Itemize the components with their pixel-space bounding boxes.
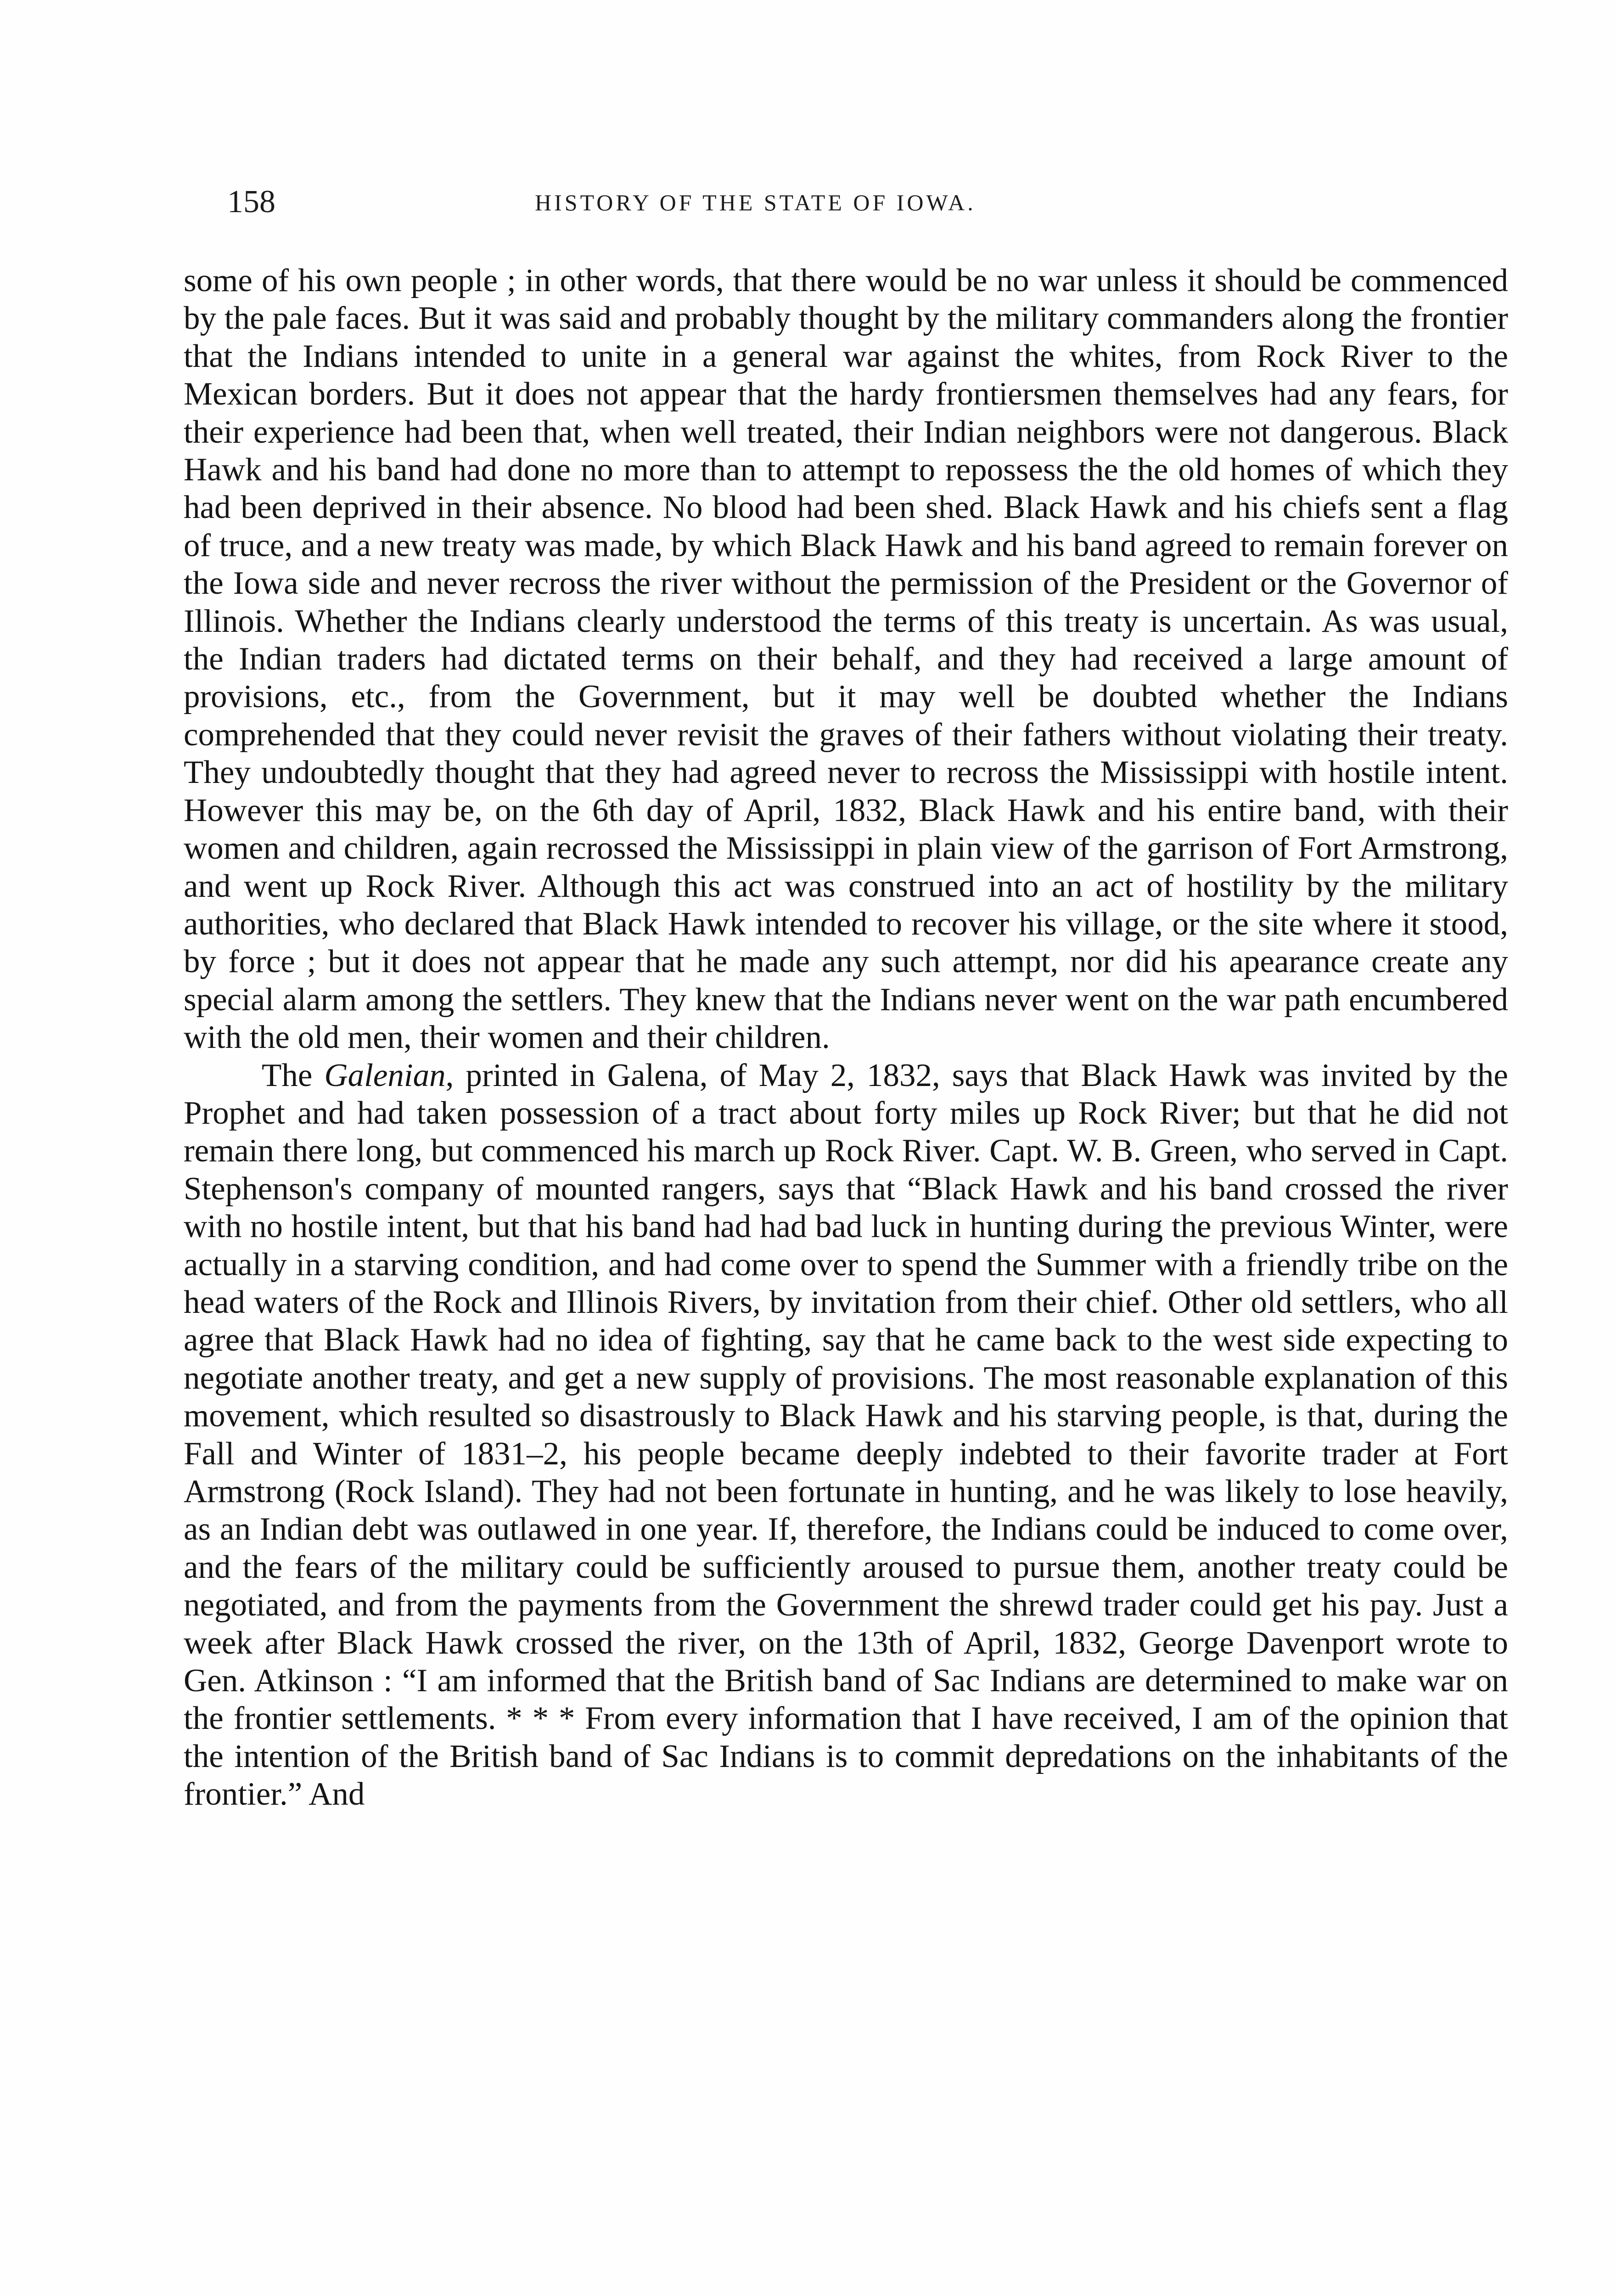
paragraph-galenian (184, 1057, 1508, 1813)
running-title: HISTORY OF THE STATE OF IOWA. (535, 190, 976, 215)
paragraph-lead-word: The (262, 1057, 313, 1093)
paragraph-body: , printed in Galena, of May 2, 1832, says that Black Hawk was invited by the Prophet and had taken possession of a tract about forty miles up Rock River; but that he did not remain there long, but commenced his march up Rock River. Capt. W. B. Green, who served in Capt. Stephenson's company of mounted rangers, says that “Black Hawk and his band crossed the river with no hostile intent, but that his band had had bad luck in hunting during the previous Winter, were actually in a starving condition, and had come over to spend the Summer with a friendly tribe on the head waters of the Rock and Illinois Rivers, by invitation from their chief. Other old settlers, who all agree that Black Hawk had no idea of fighting, say that he came back to the west side expecting to negotiate another treaty, and get a new supply of provisions. The most reasonable explanation of this movement, which resulted so disastrously to Black Hawk and his starving people, is that, during the Fall and Winter of 1831–2, his people became deeply indebted to their favorite trader at Fort Armstrong (Rock Island). They had not been fortunate in hunting, and he was likely to lose heavily, as an Indian debt was outlawed in one year. If, therefore, the Indians could be induced to come over, and the fears of the military could be sufficiently aroused to pursue them, another treaty could be negotiated, and from the payments from the Government the shrewd trader could get his pay. Just a week after Black Hawk crossed the river, on the 13th of April, 1832, George Davenport wrote to Gen. Atkinson : “I am informed that the British band of Sac Indians are determined to make war on the frontier settlements. * * * From every information that I have received, I am of the opinion that the intention of the British band of Sac Indians is to commit depredations on the inhabitants of the frontier.” And (184, 1057, 1509, 1812)
body-text (184, 262, 1508, 1813)
paragraph-continued: some of his own people ; in other words, that there would be no war unless it should be commenced by the pale faces. But it was said and probably thought by the military commanders along the frontier that the Indians intended to unite in a general war against the whites, from Rock River to the Mexican borders. But it does not appear that the hardy frontiersmen themselves had any fears, for their experience had been that, when well treated, their Indian neighbors were not dangerous. Black Hawk and his band had done no more than to attempt to repossess the the old homes of which they had been deprived in their absence. No blood had been shed. Black Hawk and his chiefs sent a flag of truce, and a new treaty was made, by which Black Hawk and his band agreed to remain forever on the Iowa side and never recross the river without the permission of the President or the Governor of Illinois. Whether the Indians clearly understood the terms of this treaty is uncertain. As was usual, the Indian traders had dictated terms on their behalf, and they had received a large amount of provisions, etc., from the Government, but it may well be doubted whether the Indians comprehended that they could never revisit the graves of their fathers without violating their treaty. They undoubtedly thought that they had agreed never to recross the Mississippi with hostile intent. However this may be, on the 6th day of April, 1832, Black Hawk and his entire band, with their women and children, again recrossed the Mississippi in plain view of the garrison of Fort Armstrong, and went up Rock River. Although this act was construed into an act of hostility by the military authorities, who declared that Black Hawk intended to recover his village, or the site where it stood, by force ; but it does not appear that he made any such attempt, nor did his apearance create any special alarm among the settlers. They knew that the Indians never went on the war path encumbered with the old men, their women and their children. (184, 263, 1508, 1056)
page-number: 158 (227, 184, 275, 219)
newspaper-title: Galenian (324, 1057, 446, 1093)
running-head (227, 181, 1504, 223)
